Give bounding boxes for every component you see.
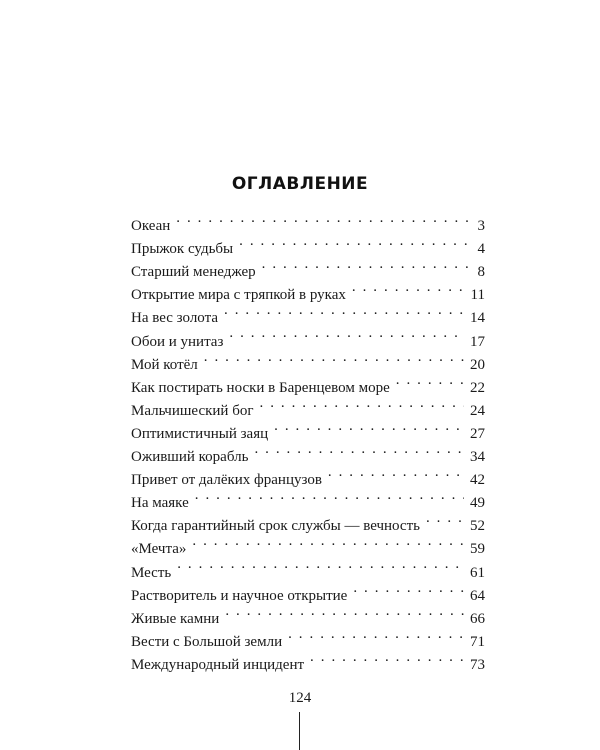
toc-entry-page: 24 (470, 402, 485, 419)
toc-entry-page: 4 (477, 241, 485, 258)
toc-entry-title: Когда гарантийный срок службы — вечность (131, 518, 420, 535)
toc-entry-page: 64 (470, 587, 485, 604)
toc-dot-leader (239, 230, 471, 253)
toc-entry-page: 42 (470, 472, 485, 489)
toc-entry-page: 14 (470, 310, 485, 327)
toc-entry-page: 49 (470, 495, 485, 512)
toc-entry-title: Мальчишеский бог (131, 402, 254, 419)
toc-dot-leader (254, 438, 464, 461)
toc-list (131, 207, 485, 673)
toc-entry-page: 61 (470, 564, 485, 581)
toc-dot-leader (260, 392, 465, 415)
toc-entry-title: Обои и унитаз (131, 333, 224, 350)
toc-entry[interactable] (131, 207, 485, 235)
toc-entry-title: Прыжок судьбы (131, 241, 234, 258)
toc-entry-title: На вес золота (131, 310, 218, 327)
toc-entry-title: Открытие мира с тряпкой в руках (131, 287, 346, 304)
toc-entry-page: 73 (470, 656, 485, 673)
toc-entry-page: 20 (470, 356, 485, 373)
toc-entry-page: 59 (470, 541, 485, 558)
toc-dot-leader (176, 207, 471, 230)
page-number: 124 (288, 690, 312, 706)
toc-dot-leader (352, 276, 465, 299)
toc-entry-page: 27 (470, 425, 485, 442)
toc-entry-title: Оживший корабль (131, 449, 249, 466)
toc-dot-leader (353, 577, 464, 600)
toc-dot-leader (288, 623, 464, 646)
toc-dot-leader (192, 530, 464, 553)
toc-entry-title: Привет от далёких французов (131, 472, 322, 489)
toc-entry-title: Международный инцидент (131, 656, 305, 673)
toc-dot-leader (310, 646, 464, 669)
toc-dot-leader (274, 415, 464, 438)
toc-entry-title: Мой котёл (131, 356, 198, 373)
toc-dot-leader (262, 253, 472, 276)
toc-dot-leader (426, 507, 464, 530)
toc-entry-title: Океан (131, 218, 171, 235)
toc-entry[interactable] (131, 577, 485, 604)
toc-entry-page: 66 (470, 610, 485, 627)
toc-entry-page: 34 (470, 449, 485, 466)
toc-dot-leader (177, 553, 464, 576)
toc-entry-title: Оптимистичный заяц (131, 425, 269, 442)
toc-entry-title: Живые камни (131, 610, 220, 627)
toc-dot-leader (396, 369, 464, 392)
toc-entry-page: 8 (477, 264, 485, 281)
toc-dot-leader (204, 346, 464, 369)
toc-entry-page: 22 (470, 379, 485, 396)
toc-entry-page: 17 (470, 333, 485, 350)
toc-entry-page: 52 (470, 518, 485, 535)
toc-entry[interactable] (131, 230, 485, 258)
toc-dot-leader (224, 299, 464, 322)
toc-entry-title: Месть (131, 564, 172, 581)
center-crease-line (299, 712, 300, 750)
toc-entry-title: На маяке (131, 495, 189, 512)
toc-entry-title: Растворитель и научное открытие (131, 587, 348, 604)
toc-entry-page: 3 (477, 218, 485, 235)
toc-dot-leader (229, 322, 464, 345)
toc-entry-title: «Мечта» (131, 541, 187, 558)
toc-entry-page: 11 (470, 287, 485, 304)
toc-heading: ОГЛАВЛЕНИЕ (231, 174, 369, 194)
toc-dot-leader (195, 484, 464, 507)
toc-entry-page: 71 (470, 633, 485, 650)
toc-dot-leader (225, 600, 464, 623)
toc-dot-leader (328, 461, 464, 484)
toc-entry-title: Старший менеджер (131, 264, 256, 281)
toc-entry-title: Вести с Большой земли (131, 633, 283, 650)
toc-entry-title: Как постирать носки в Баренцевом море (131, 379, 390, 396)
toc-entry[interactable] (131, 553, 485, 581)
